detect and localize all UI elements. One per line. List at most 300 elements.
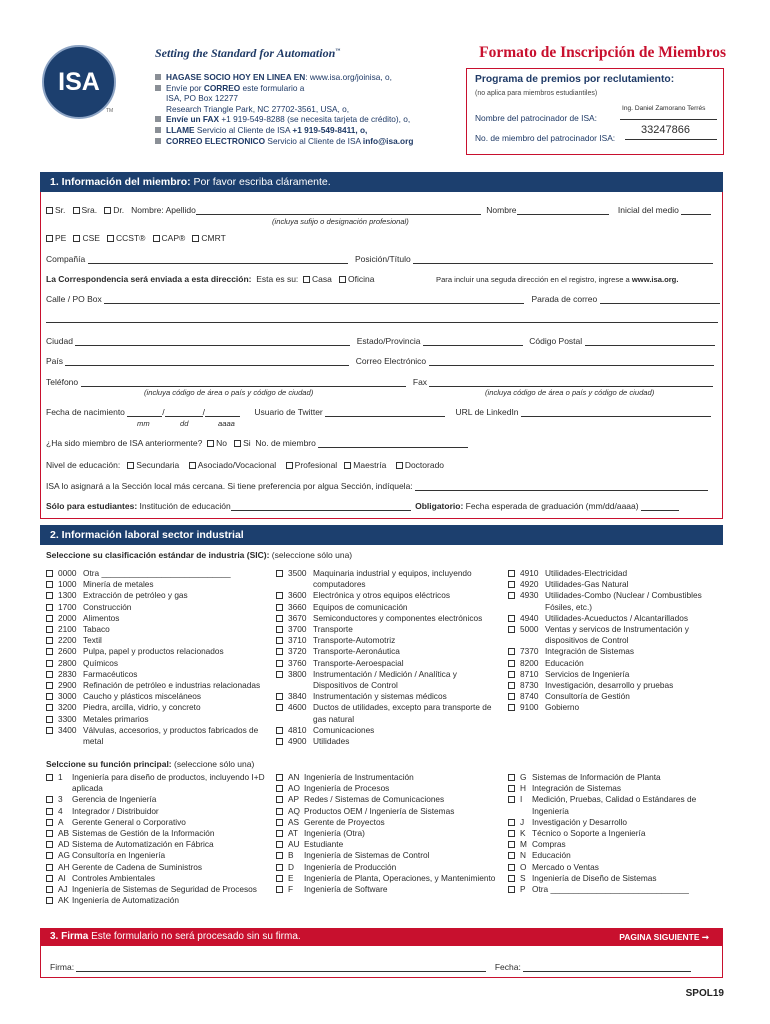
checkbox[interactable]	[46, 581, 53, 588]
sic-option[interactable]	[508, 579, 723, 590]
country-field[interactable]	[65, 357, 349, 366]
title-sr[interactable]: Sr.	[46, 205, 65, 215]
checkbox[interactable]	[73, 235, 80, 242]
checkbox[interactable]	[276, 808, 283, 815]
checkbox[interactable]	[46, 604, 53, 611]
checkbox[interactable]	[508, 774, 515, 781]
phone-field[interactable]	[81, 378, 406, 387]
sic-code: 8730	[520, 680, 539, 691]
linkedin-field[interactable]	[521, 408, 711, 417]
sic-label: Tabaco	[83, 624, 110, 635]
sic-option[interactable]	[276, 669, 494, 691]
sic-option[interactable]	[276, 635, 494, 646]
function-label: Estudiante	[304, 839, 344, 850]
function-option[interactable]	[276, 839, 501, 850]
checkbox[interactable]	[46, 886, 53, 893]
cert-cap[interactable]: CAP®	[153, 233, 186, 243]
function-option[interactable]	[276, 806, 501, 817]
sic-label: Ductos de utilidades, excepto para transporte de gas natural	[313, 702, 492, 724]
sic-option[interactable]	[46, 624, 268, 635]
institution-field[interactable]	[231, 502, 411, 511]
sic-option[interactable]	[508, 691, 723, 702]
checkbox[interactable]	[46, 648, 53, 655]
checkbox[interactable]	[286, 462, 293, 469]
checkbox[interactable]	[46, 671, 53, 678]
checkbox[interactable]	[46, 637, 53, 644]
edu-maestria[interactable]: Maestría	[344, 460, 386, 470]
position-field[interactable]	[413, 255, 713, 264]
section1-subtitle: Por favor escriba cláramente.	[190, 176, 331, 188]
country-row	[46, 356, 714, 366]
sic-column-1	[46, 568, 268, 747]
checkbox[interactable]	[46, 682, 53, 689]
cert-cse[interactable]: CSE	[73, 233, 99, 243]
dob-day-field[interactable]	[165, 408, 203, 417]
checkbox[interactable]	[508, 875, 515, 882]
sic-code: 4600	[288, 702, 307, 713]
city-field[interactable]	[75, 337, 350, 346]
section3-header	[40, 928, 723, 946]
checkbox[interactable]	[276, 864, 283, 871]
function-code: K	[520, 828, 526, 839]
sponsor-number-value: 33247866	[641, 124, 690, 136]
checkbox[interactable]	[276, 841, 283, 848]
sic-code: 3300	[58, 713, 77, 724]
checkbox[interactable]	[46, 852, 53, 859]
function-label: Gerencia de Ingeniería	[72, 794, 157, 805]
function-option[interactable]	[508, 794, 723, 816]
sic-label: Instrumentación y sistemas médicos	[313, 691, 447, 702]
checkbox[interactable]	[276, 693, 283, 700]
prev-member-yes[interactable]: Si	[234, 438, 251, 448]
sponsor-number-field[interactable]	[625, 124, 717, 140]
zip-field[interactable]	[585, 337, 715, 346]
company-field[interactable]	[88, 255, 348, 264]
checkbox[interactable]	[276, 830, 283, 837]
sic-option[interactable]	[46, 613, 268, 624]
checkbox[interactable]	[46, 808, 53, 815]
function-option[interactable]	[508, 850, 723, 861]
graduation-field[interactable]	[641, 502, 679, 511]
checkbox[interactable]	[276, 671, 283, 678]
checkbox[interactable]	[276, 886, 283, 893]
section3-subtitle: Este formulario no será procesado sin su firma.	[88, 931, 301, 942]
function-label: Ingeniería de Automatización	[72, 895, 180, 906]
checkbox[interactable]	[46, 592, 53, 599]
sic-option[interactable]	[276, 613, 494, 624]
logo-tm: TM	[106, 108, 114, 114]
sic-option[interactable]	[46, 568, 268, 579]
function-code: F	[288, 884, 294, 895]
checkbox[interactable]	[46, 774, 53, 781]
checkbox[interactable]	[46, 864, 53, 871]
checkbox[interactable]	[234, 440, 241, 447]
checkbox[interactable]	[46, 615, 53, 622]
edu-doctorado[interactable]: Doctorado	[396, 460, 444, 470]
sic-option[interactable]	[276, 658, 494, 669]
function-option[interactable]	[46, 794, 274, 805]
function-code: AT	[288, 828, 298, 839]
street-line-2[interactable]	[46, 322, 718, 323]
edu-secundaria[interactable]: Secundaria	[127, 460, 179, 470]
checkbox[interactable]	[153, 235, 160, 242]
checkbox[interactable]	[107, 235, 114, 242]
function-label: Ingeniería de Sistemas de Seguridad de Procesos	[72, 884, 257, 895]
sic-code: 8710	[520, 668, 539, 679]
checkbox[interactable]	[276, 604, 283, 611]
checkbox[interactable]	[508, 841, 515, 848]
function-label: Investigación y Desarrollo	[532, 816, 627, 827]
tagline-tm: ™	[335, 49, 341, 54]
sic-label: Caucho y plásticos misceláneos	[83, 691, 202, 702]
section2-title: 2. Información laboral sector industrial	[50, 529, 244, 541]
prev-member-question: ¿Ha sido miembro de ISA anteriormente?	[46, 438, 203, 448]
sic-label: Instrumentación / Medición / Analítica y Dispositivos de Control	[313, 668, 457, 691]
function-option[interactable]	[46, 862, 274, 873]
function-code: AU	[288, 839, 300, 850]
join-instructions	[155, 72, 455, 146]
sic-option[interactable]	[46, 702, 268, 713]
sic-code: 3840	[288, 691, 307, 702]
function-label: Otra ______________________________	[532, 884, 689, 895]
sic-code: 1700	[58, 601, 77, 612]
checkbox[interactable]	[508, 648, 515, 655]
checkbox[interactable]	[46, 727, 53, 734]
sic-option[interactable]	[276, 691, 494, 702]
dob-label: Fecha de nacimiento	[46, 407, 125, 417]
function-option[interactable]	[508, 828, 723, 839]
sic-option[interactable]	[46, 635, 268, 646]
date-label: Fecha:	[494, 962, 521, 972]
checkbox[interactable]	[73, 207, 80, 214]
sic-option[interactable]	[276, 702, 494, 724]
next-page-link[interactable]	[619, 928, 709, 946]
function-option[interactable]	[276, 817, 501, 828]
sic-code: 1300	[58, 590, 77, 601]
checkbox[interactable]	[276, 626, 283, 633]
sic-option[interactable]	[508, 646, 723, 657]
checkbox[interactable]	[276, 774, 283, 781]
sic-option[interactable]	[508, 680, 723, 691]
sic-option[interactable]	[46, 714, 268, 725]
checkbox[interactable]	[46, 207, 53, 214]
checkbox[interactable]	[508, 570, 515, 577]
function-code: AO	[288, 783, 300, 794]
last-name-field[interactable]	[196, 206, 481, 215]
sic-label: Utilidades-Combo (Nuclear / Combustibles Fósiles, etc.)	[545, 590, 702, 612]
function-option[interactable]	[276, 783, 501, 794]
mail-stop-field[interactable]	[600, 295, 720, 304]
mail-stop-label: Parada de correo	[531, 294, 598, 304]
checkbox[interactable]	[276, 660, 283, 667]
sic-label: Construcción	[83, 601, 132, 612]
section-preference-field[interactable]	[415, 482, 708, 491]
function-option[interactable]	[276, 794, 501, 805]
sic-option[interactable]	[508, 669, 723, 680]
sic-label: Textil	[83, 635, 102, 646]
sic-label: Comunicaciones	[313, 724, 375, 735]
last-name-label: Nombre: Apellido	[131, 205, 196, 215]
edu-asociado[interactable]: Asociado/Vocacional	[189, 460, 276, 470]
next-page-label: PAGINA SIGUIENTE	[619, 932, 700, 942]
sic-option[interactable]	[46, 669, 268, 680]
state-field[interactable]	[423, 337, 523, 346]
function-option[interactable]	[46, 772, 274, 794]
signature-field[interactable]	[76, 963, 486, 972]
checkbox[interactable]	[127, 462, 134, 469]
sic-option[interactable]	[508, 624, 723, 646]
member-number-field[interactable]	[318, 439, 468, 448]
function-label: Técnico o Soporte a Ingeniería	[532, 828, 646, 839]
function-code: P	[520, 884, 526, 895]
sic-code: 3710	[288, 635, 307, 646]
last-name-hint: (incluya sufijo o designación profesional)	[272, 217, 409, 226]
cert-cmrt[interactable]: CMRT	[192, 233, 225, 243]
checkbox[interactable]	[508, 819, 515, 826]
sic-label: Alimentos	[83, 612, 120, 623]
sic-label: Servicios de Ingeniería	[545, 668, 630, 679]
checkbox[interactable]	[276, 648, 283, 655]
form-code: SPOL19	[685, 988, 724, 999]
checkbox[interactable]	[508, 852, 515, 859]
function-code: G	[520, 772, 527, 782]
referral-box	[466, 68, 724, 155]
sic-option[interactable]	[46, 725, 268, 747]
checkbox[interactable]	[46, 716, 53, 723]
section-assign-label: ISA lo asignará a la Sección local más cercana. Si tiene preferencia por algua Sección, indíquela:	[46, 481, 413, 491]
dob-month-field[interactable]	[127, 408, 162, 417]
sic-option[interactable]	[276, 646, 494, 657]
checkbox[interactable]	[276, 738, 283, 745]
checkbox[interactable]	[276, 615, 283, 622]
addr-home[interactable]: Casa	[303, 274, 332, 284]
checkbox[interactable]	[508, 581, 515, 588]
sic-option[interactable]	[46, 658, 268, 669]
function-code: J	[520, 816, 525, 827]
sic-label: Integración de Sistemas	[545, 646, 635, 657]
checkbox[interactable]	[276, 704, 283, 711]
sic-option[interactable]	[46, 602, 268, 613]
dob-year-field[interactable]	[205, 408, 240, 417]
email-label: Correo Electrónico	[355, 356, 427, 366]
function-option[interactable]	[46, 817, 274, 828]
function-option[interactable]	[508, 884, 723, 895]
function-option[interactable]	[508, 839, 723, 850]
checkbox[interactable]	[276, 570, 283, 577]
prev-member-no[interactable]: No	[207, 438, 227, 448]
checkbox[interactable]	[276, 852, 283, 859]
sic-code: 4930	[520, 590, 539, 601]
sic-label: Gobierno	[545, 702, 580, 713]
date-field[interactable]	[523, 963, 691, 972]
sic-option[interactable]	[508, 658, 723, 669]
checkbox[interactable]	[192, 235, 199, 242]
sic-code: 2000	[58, 612, 77, 623]
sic-code: 3600	[288, 590, 307, 601]
function-option[interactable]	[508, 873, 723, 884]
function-heading-note: (seleccione sólo una)	[171, 759, 255, 769]
function-label: Ingeniería para diseño de productos, incluyendo I+D aplicada	[72, 772, 265, 794]
function-option[interactable]	[508, 862, 723, 873]
sic-label: Metales primarios	[83, 713, 149, 724]
sic-option[interactable]	[276, 590, 494, 601]
sic-option[interactable]	[46, 691, 268, 702]
checkbox[interactable]	[46, 626, 53, 633]
first-name-field[interactable]	[517, 206, 609, 215]
tagline	[155, 46, 340, 61]
sponsor-name-field[interactable]	[620, 104, 717, 120]
checkbox[interactable]	[508, 864, 515, 871]
twitter-label: Usuario de Twitter	[254, 407, 323, 417]
checkbox[interactable]	[276, 796, 283, 803]
checkbox[interactable]	[46, 841, 53, 848]
sic-option[interactable]	[276, 568, 494, 590]
checkbox[interactable]	[104, 207, 111, 214]
checkbox[interactable]	[276, 727, 283, 734]
sic-code: 2200	[58, 635, 77, 646]
sic-label: Químicos	[83, 657, 119, 668]
checkbox[interactable]	[46, 693, 53, 700]
sponsor-name-value: Ing. Daniel Zamorano Terrés	[622, 105, 706, 112]
checkbox[interactable]	[276, 785, 283, 792]
mail-to-question: Esta es su:	[256, 274, 299, 284]
checkbox[interactable]	[508, 886, 515, 893]
checkbox[interactable]	[46, 660, 53, 667]
sic-option[interactable]	[46, 646, 268, 657]
sic-option[interactable]	[508, 702, 723, 713]
checkbox[interactable]	[46, 830, 53, 837]
function-option[interactable]	[276, 850, 501, 861]
checkbox[interactable]	[46, 796, 53, 803]
function-option[interactable]	[276, 873, 501, 884]
checkbox[interactable]	[508, 796, 515, 803]
checkbox[interactable]	[46, 704, 53, 711]
checkbox[interactable]	[303, 276, 310, 283]
sic-option[interactable]	[508, 590, 723, 612]
function-option[interactable]	[46, 828, 274, 839]
function-option[interactable]	[508, 817, 723, 828]
sic-option[interactable]	[508, 568, 723, 579]
name-row	[46, 205, 711, 215]
middle-initial-field[interactable]	[681, 206, 711, 215]
checkbox[interactable]	[508, 671, 515, 678]
checkbox[interactable]	[276, 592, 283, 599]
cert-pe[interactable]: PE	[46, 233, 66, 243]
institution-label: Institución de educación	[137, 501, 231, 511]
sic-code: 4900	[288, 736, 307, 747]
checkbox[interactable]	[46, 897, 53, 904]
sic-option[interactable]	[46, 680, 268, 691]
checkbox[interactable]	[508, 785, 515, 792]
function-label: Ingeniería de Diseño de Sistemas	[532, 872, 657, 883]
sic-code: 9100	[520, 702, 539, 713]
street-field[interactable]	[104, 295, 524, 304]
function-option[interactable]	[46, 850, 274, 861]
checkbox[interactable]	[508, 704, 515, 711]
sic-option[interactable]	[276, 725, 494, 736]
function-label: Ingeniería de Planta, Operaciones, y Mantenimiento	[304, 872, 496, 883]
sic-code: 2600	[58, 646, 77, 657]
checkbox[interactable]	[276, 875, 283, 882]
checkbox[interactable]	[396, 462, 403, 469]
edu-profesional[interactable]: Profesional	[286, 460, 338, 470]
checkbox[interactable]	[344, 462, 351, 469]
checkbox[interactable]	[276, 819, 283, 826]
function-option[interactable]	[276, 828, 501, 839]
function-option[interactable]	[46, 884, 274, 895]
sic-label: Transporte-Aeroespacial	[313, 657, 404, 668]
function-code: D	[288, 861, 294, 872]
function-option[interactable]	[46, 895, 274, 906]
function-option[interactable]	[46, 873, 274, 884]
cert-ccst[interactable]: CCST®	[107, 233, 145, 243]
checkbox[interactable]	[276, 637, 283, 644]
sic-option[interactable]	[276, 602, 494, 613]
function-option[interactable]	[46, 839, 274, 850]
fax-field[interactable]	[429, 378, 713, 387]
checkbox[interactable]	[508, 693, 515, 700]
title-sra[interactable]: Sra.	[73, 205, 98, 215]
tagline-text: Setting the Standard for Automation	[155, 46, 336, 60]
twitter-field[interactable]	[325, 408, 445, 417]
checkbox[interactable]	[508, 830, 515, 837]
checkbox[interactable]	[508, 626, 515, 633]
sic-option[interactable]	[46, 579, 268, 590]
fax-label: Fax	[412, 377, 428, 387]
sic-heading-note: (seleccione sólo una)	[269, 550, 353, 560]
checkbox[interactable]	[207, 440, 214, 447]
checkbox[interactable]	[46, 819, 53, 826]
function-code: AS	[288, 816, 300, 827]
checkbox[interactable]	[339, 276, 346, 283]
addr-office[interactable]: Oficina	[339, 274, 374, 284]
checkbox[interactable]	[46, 570, 53, 577]
sic-option[interactable]	[276, 624, 494, 635]
checkbox[interactable]	[508, 660, 515, 667]
education-label: Nivel de educación:	[46, 460, 121, 470]
function-option[interactable]	[276, 862, 501, 873]
email-field[interactable]	[429, 357, 714, 366]
checkbox[interactable]	[46, 875, 53, 882]
checkbox[interactable]	[508, 592, 515, 599]
function-option[interactable]	[276, 772, 501, 783]
function-option[interactable]	[46, 806, 274, 817]
sic-label: Utilidades-Acueductos / Alcantarillados	[545, 612, 688, 623]
function-option[interactable]	[276, 884, 501, 895]
sic-label: Transporte-Aeronáutica	[313, 646, 400, 657]
sic-code: 3660	[288, 601, 307, 612]
function-label: Integrador / Distribuidor	[72, 805, 159, 816]
sic-label: Transporte	[313, 624, 353, 635]
function-option[interactable]	[508, 772, 723, 783]
function-label: Productos OEM / Ingeniería de Sistemas	[304, 805, 455, 816]
checkbox[interactable]	[189, 462, 196, 469]
join-addr2: Research Triangle Park, NC 27702-3561, USA, o,	[166, 103, 350, 114]
function-option[interactable]	[508, 783, 723, 794]
sic-option[interactable]	[46, 590, 268, 601]
checkbox[interactable]	[508, 615, 515, 622]
middle-initial-label: Inicial del medio	[617, 205, 679, 215]
function-label: Integración de Sistemas	[532, 783, 622, 794]
title-dr[interactable]: Dr.	[104, 205, 124, 215]
sic-option[interactable]	[508, 613, 723, 624]
sic-label: Utilidades	[313, 736, 350, 747]
sic-option[interactable]	[276, 736, 494, 747]
function-code: AN	[288, 772, 300, 782]
checkbox[interactable]	[46, 235, 53, 242]
checkbox[interactable]	[508, 682, 515, 689]
country-label: País	[46, 356, 64, 366]
